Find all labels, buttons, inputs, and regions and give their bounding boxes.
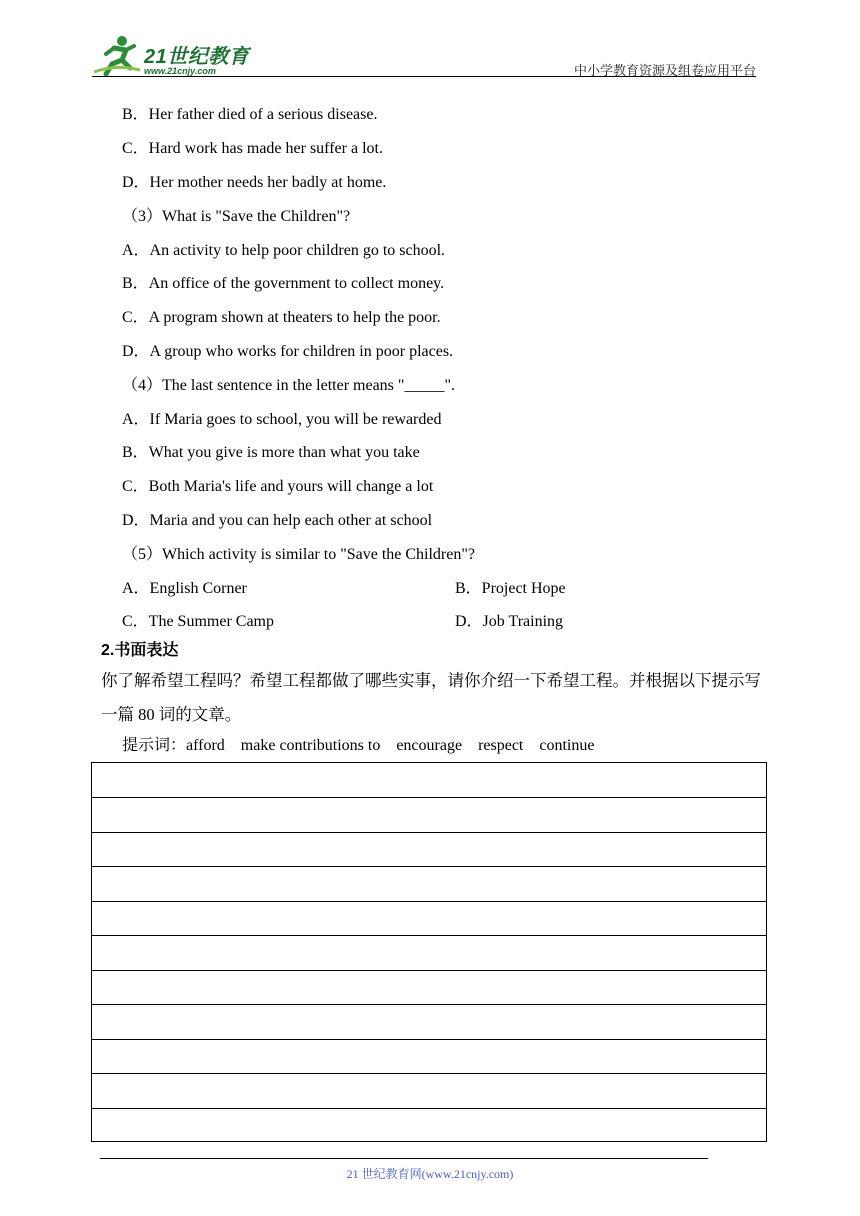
page-header (92, 30, 756, 78)
writing-section-title: 2.书面表达 (101, 642, 179, 659)
writing-line (92, 970, 766, 971)
footer-link[interactable]: 21 世纪教育网(www.21cnjy.com) (346, 1167, 514, 1181)
runner-logo-icon (92, 34, 142, 76)
writing-line (92, 832, 766, 833)
site-logo (92, 34, 272, 76)
q5-option-b: B．Project Hope (455, 580, 566, 597)
q3-option-c: C．A program shown at theaters to help the poor. (122, 309, 441, 326)
answer-writing-area[interactable] (91, 762, 767, 1142)
q5-stem: （5）Which activity is similar to "Save the Children"? (122, 546, 475, 563)
q2-option-c: C．Hard work has made her suffer a lot. (122, 140, 383, 157)
writing-line (92, 797, 766, 798)
q4-option-a: A．If Maria goes to school, you will be rewarded (122, 411, 442, 428)
writing-line (92, 1073, 766, 1074)
q3-option-b: B．An office of the government to collect money. (122, 275, 445, 292)
writing-line (92, 866, 766, 867)
logo-url: www.21cnjy.com (144, 66, 216, 76)
logo-text: 21世纪教育 (144, 46, 250, 68)
q3-option-d: D．A group who works for children in poor places. (122, 343, 454, 360)
writing-line (92, 1039, 766, 1040)
writing-line (92, 1108, 766, 1109)
writing-line (92, 901, 766, 902)
q5-option-d: D．Job Training (455, 613, 564, 630)
q2-option-b: B．Her father died of a serious disease. (122, 106, 378, 123)
q4-stem: （4）The last sentence in the letter means "_____". (122, 377, 455, 394)
writing-line (92, 1004, 766, 1005)
writing-hints: 提示词：afford make contributions to encourage respect continue (122, 737, 595, 754)
header-divider (92, 76, 756, 77)
q5-option-c: C．The Summer Camp (122, 613, 274, 630)
platform-name: 中小学教育资源及组卷应用平台 (573, 63, 756, 78)
q4-option-d: D．Maria and you can help each other at school (122, 512, 433, 529)
q3-stem: （3）What is "Save the Children"? (122, 208, 351, 225)
footer-divider (100, 1158, 708, 1159)
writing-line (92, 935, 766, 936)
q3-option-a: A．An activity to help poor children go to school. (122, 242, 446, 259)
q2-option-d: D．Her mother needs her badly at home. (122, 174, 387, 191)
writing-prompt: 你了解希望工程吗？希望工程都做了哪些实事，请你介绍一下希望工程。并根据以下提示写一篇 80 词的文章。 (101, 671, 761, 724)
q5-option-a: A．English Corner (122, 580, 247, 597)
q4-option-b: B．What you give is more than what you take (122, 444, 420, 461)
q4-option-c: C．Both Maria's life and yours will change a lot (122, 478, 434, 495)
